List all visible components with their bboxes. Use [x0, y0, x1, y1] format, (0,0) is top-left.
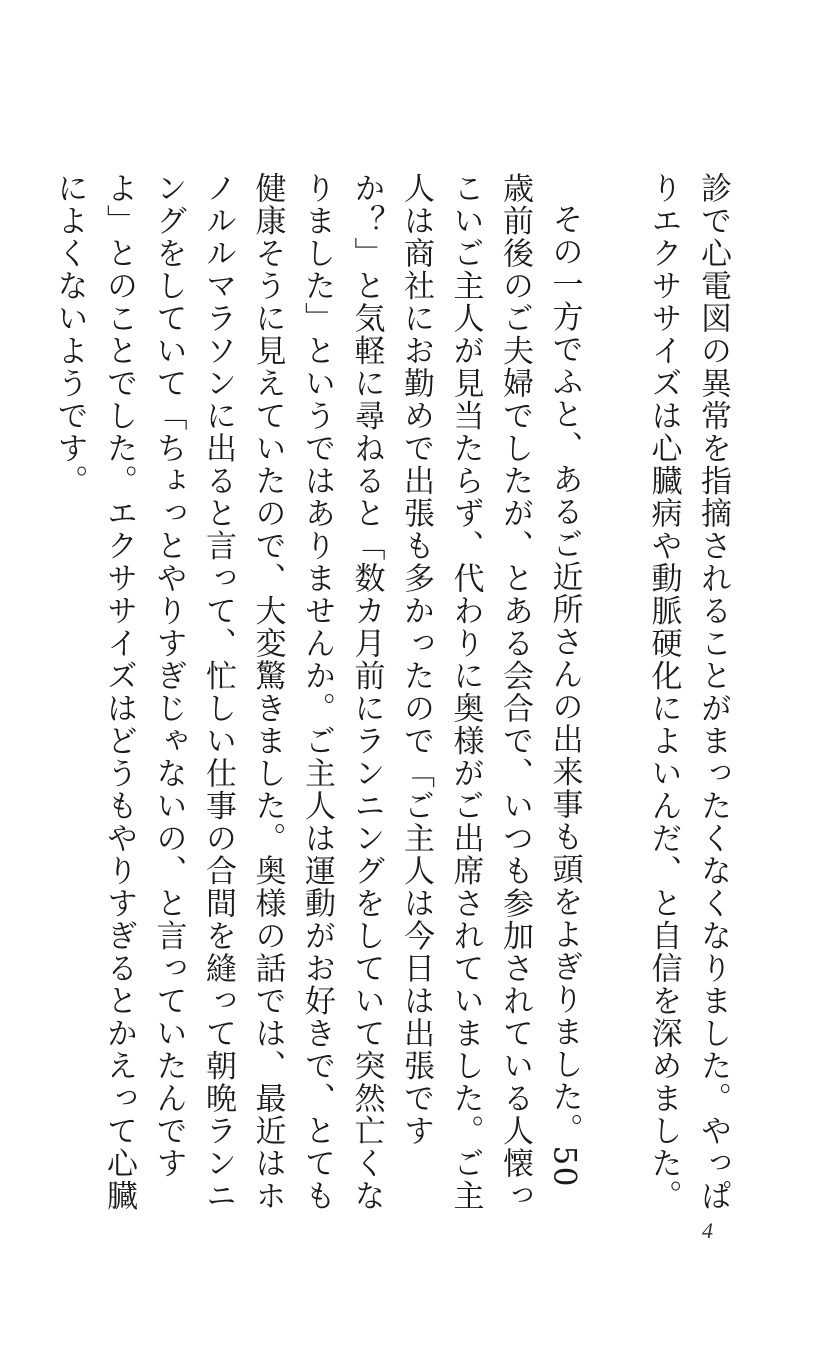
- page-number: 4: [702, 1218, 713, 1243]
- paragraph-spacer: [0, 172, 44, 1212]
- paragraph-2: その一方でふと、あるご近所さんの出来事も頭をよぎりました。50歳前後のご夫婦でしたが、とある会合で、いつも参加されている人懐っこいご主人が見当たらず、代わりに奥様がご出席されていました。ご主人は商社にお勤めで出張も多かったので「ご主人は今日は出張ですか？」と気軽に尋ねると「数カ月前にランニングをしていて突然亡くなりました」というではありませんか。ご主人は運動がお好きで、とても健康そうに見えていたので、大変驚きました。奥様の話では、最近はホノルルマラソンに出ると言って、忙しい仕事の合間を縫って朝晩ランニングをしていて「ちょっとやりすぎじゃないの、と言っていたんですよ」とのことでした。エクササイズはどうもやりすぎるとかえって心臓によくないようです。: [51, 172, 583, 1212]
- paragraph-1-continued: 診で心電図の異常を指摘されることがまったくなくなりました。やっぱりエクササイズは心臓病や動脈硬化によいんだ、と自信を深めました。: [645, 172, 731, 1212]
- paragraph-spacer: [589, 172, 639, 1212]
- body-text: [0, 172, 737, 1212]
